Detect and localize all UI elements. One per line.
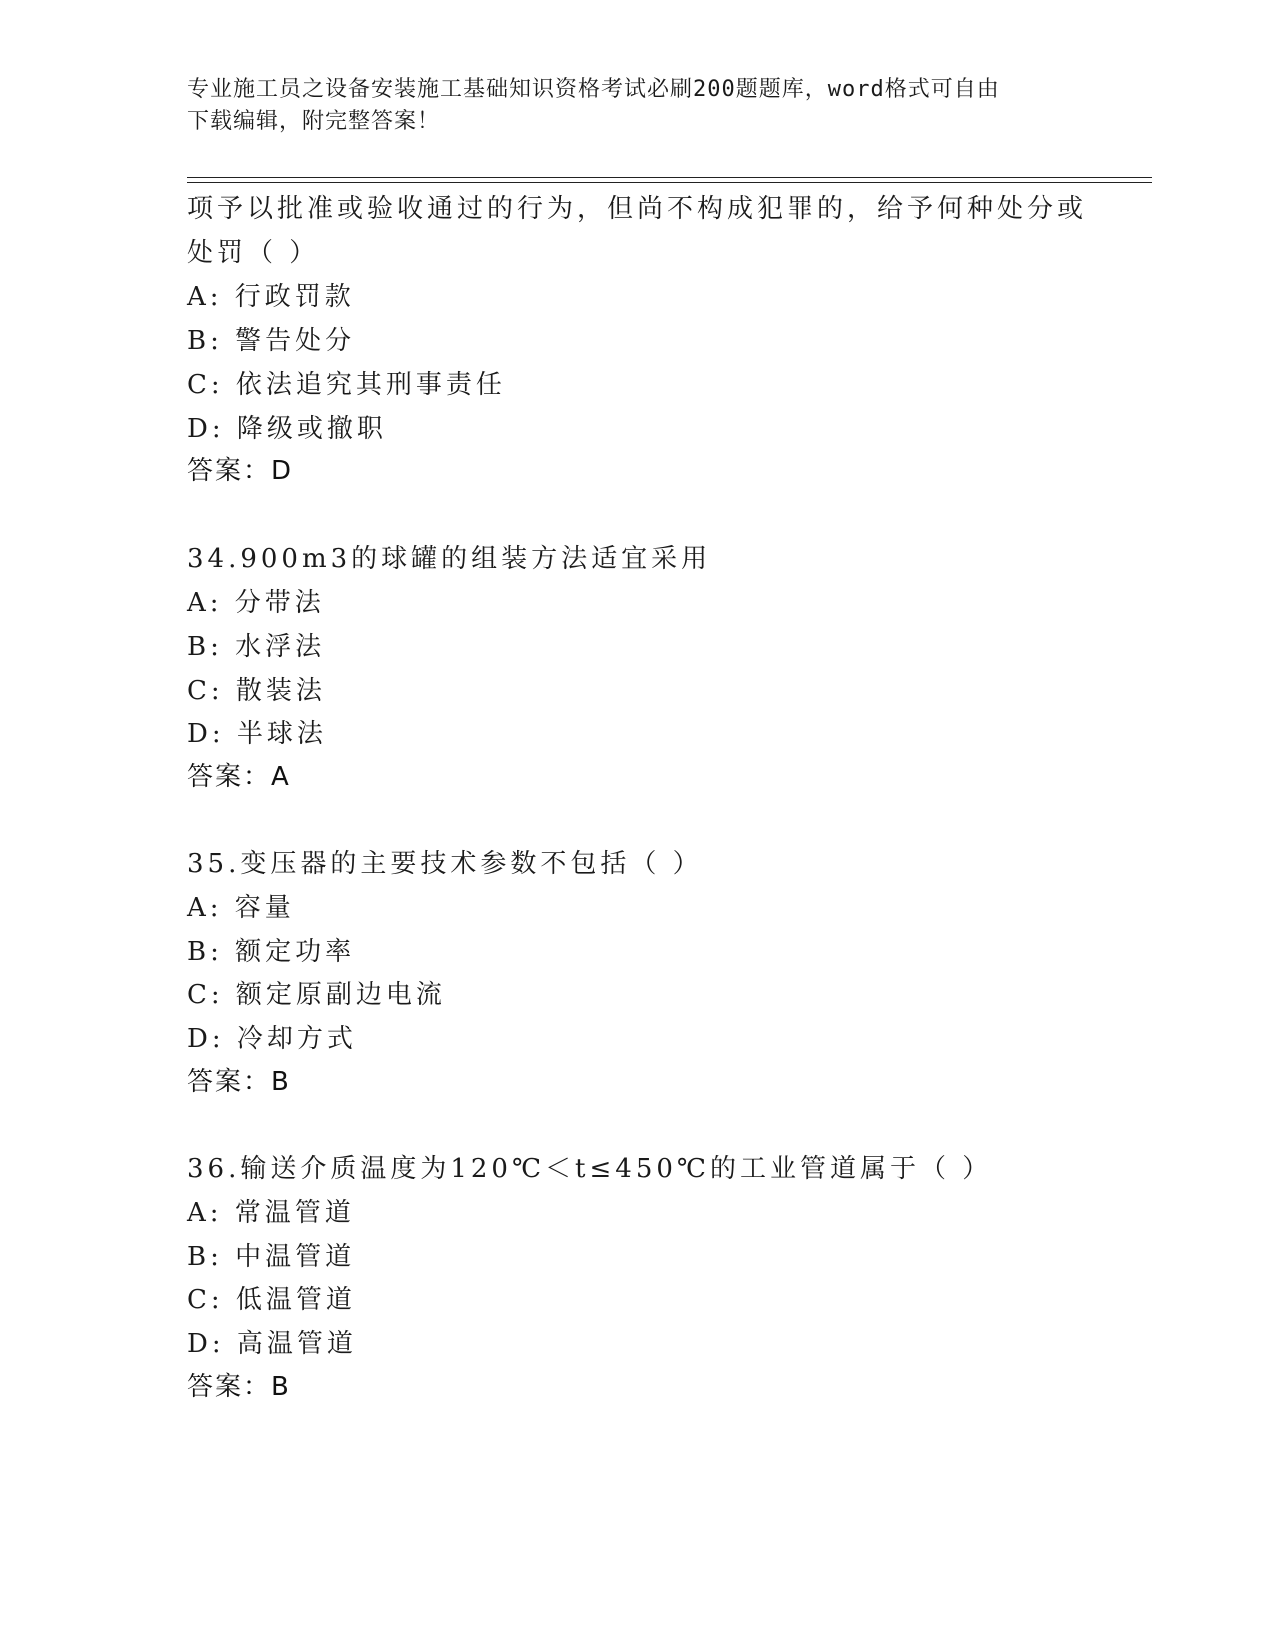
question-33-option-b: B: 警告处分 — [187, 326, 356, 356]
question-35-answer: 答案：B — [187, 1067, 291, 1097]
question-36-option-b: B: 中温管道 — [187, 1242, 356, 1272]
question-33-option-d: D: 降级或撤职 — [187, 414, 387, 444]
header-line-1: 专业施工员之设备安装施工基础知识资格考试必刷200题题库，word格式可自由 — [187, 77, 1000, 102]
question-33-stem-line-2: 处罚（ ） — [187, 238, 320, 268]
question-33-answer: 答案：D — [187, 456, 294, 486]
question-36-option-a: A: 常温管道 — [187, 1198, 355, 1228]
question-34-option-d: D: 半球法 — [187, 719, 327, 749]
question-33-option-a: A: 行政罚款 — [187, 282, 355, 312]
header-rule-bottom — [187, 182, 1152, 183]
question-36-stem: 36.输送介质温度为120℃＜t≤450℃的工业管道属于（ ） — [187, 1154, 993, 1184]
question-34-option-a: A: 分带法 — [187, 588, 325, 618]
question-35-option-d: D: 冷却方式 — [187, 1024, 357, 1054]
question-33-option-c: C: 依法追究其刑事责任 — [187, 370, 506, 400]
question-34-answer: 答案：A — [187, 762, 291, 792]
question-35-option-a: A: 容量 — [187, 893, 295, 923]
question-34-option-b: B: 水浮法 — [187, 632, 326, 662]
question-35-option-b: B: 额定功率 — [187, 937, 356, 967]
document-header — [187, 74, 1067, 138]
question-34-option-c: C: 散装法 — [187, 676, 326, 706]
question-36-option-d: D: 高温管道 — [187, 1329, 357, 1359]
question-35-stem: 35.变压器的主要技术参数不包括（ ） — [187, 849, 703, 879]
header-line-2: 下载编辑，附完整答案！ — [187, 109, 441, 134]
question-35-option-c: C: 额定原副边电流 — [187, 980, 446, 1010]
question-33-stem-line-1: 项予以批准或验收通过的行为，但尚不构成犯罪的，给予何种处分或 — [187, 194, 1088, 224]
header-rule-top — [187, 177, 1152, 178]
question-36-answer: 答案：B — [187, 1372, 291, 1402]
question-36-option-c: C: 低温管道 — [187, 1285, 356, 1315]
question-34-stem: 34.900m3的球罐的组装方法适宜采用 — [187, 544, 712, 574]
